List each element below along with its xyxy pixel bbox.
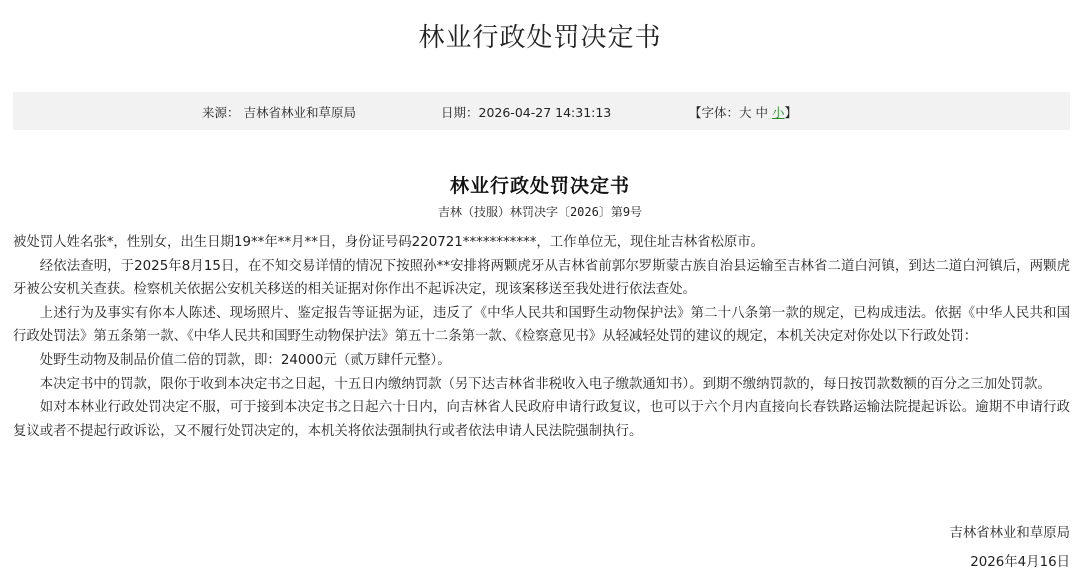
document-number: 吉林（技服）林罚决字〔2026〕第9号 [437,205,643,219]
signature-date: 2026年4月16日 [970,555,1070,570]
paragraph-facts: 经依法查明，于2025年8月15日，在不知交易详情的情况下按照孙**安排将两颗虎牙从吉林省前郭尔罗斯蒙古族自治县运输至吉林省二道白河镇，到达二道白河镇后，两颗虎牙被公安机关查获。检察机关依据公安机关移送的相关证据对你作出不起诉决定，现该案移送至我处进行依法查处。 [13,258,1070,298]
font-size-large-link[interactable]: 大 [739,105,752,120]
publish-date: 日期：2026-04-27 14:31:13 [441,105,612,120]
article-meta-bar [13,92,1070,130]
font-size-small-link[interactable]: 小 [772,105,785,120]
paragraph-party-info: 被处罚人姓名张*，性别女，出生日期19**年**月**日，身份证号码220721***********，工作单位无，现住址吉林省松原市。 [13,235,765,250]
paragraph-payment: 本决定书中的罚款，限你于收到本决定书之日起，十五日内缴纳罚款（另下达吉林省非税收入电子缴款通知书）。到期不缴纳罚款的，每日按罚款数额的百分之三加处罚款。 [39,376,1051,392]
signature-organization: 吉林省林业和草原局 [949,526,1070,541]
font-size-selector [689,103,797,121]
page-title: 林业行政处罚决定书 [418,23,662,53]
font-size-medium-link[interactable]: 中 [755,105,769,120]
paragraph-legal-basis: 上述行为及事实有你本人陈述、现场照片、鉴定报告等证据为证，违反了《中华人民共和国野生动物保护法》第二十八条第一款的规定，已构成违法。依据《中华人民共和国行政处罚法》第五条第一款、《中华人民共和国野生动物保护法》第五十二条第一款、《检察意见书》从轻减轻处罚的建议的规定，本机关决定对你处以下行政处罚： [13,305,1070,345]
document-body [13,231,1070,443]
font-size-prefix: 【字体： [689,105,740,120]
paragraph-penalty: 处野生动物及制品价值二倍的罚款，即：24000元（贰万肆仟元整）。 [39,352,451,368]
font-size-suffix: 】 [784,105,798,120]
document-heading: 林业行政处罚决定书 [449,175,630,197]
paragraph-appeal: 如对本林业行政处罚决定不服，可于接到本决定书之日起六十日内，向吉林省人民政府申请行政复议，也可以于六个月内直接向长春铁路运输法院提起诉讼。逾期不申请行政复议或者不提起行政诉讼，又不履行处罚决定的，本机关将依法强制执行或者依法申请人民法院强制执行。 [13,400,1070,439]
source-label: 来源： 吉林省林业和草原局 [202,105,356,120]
